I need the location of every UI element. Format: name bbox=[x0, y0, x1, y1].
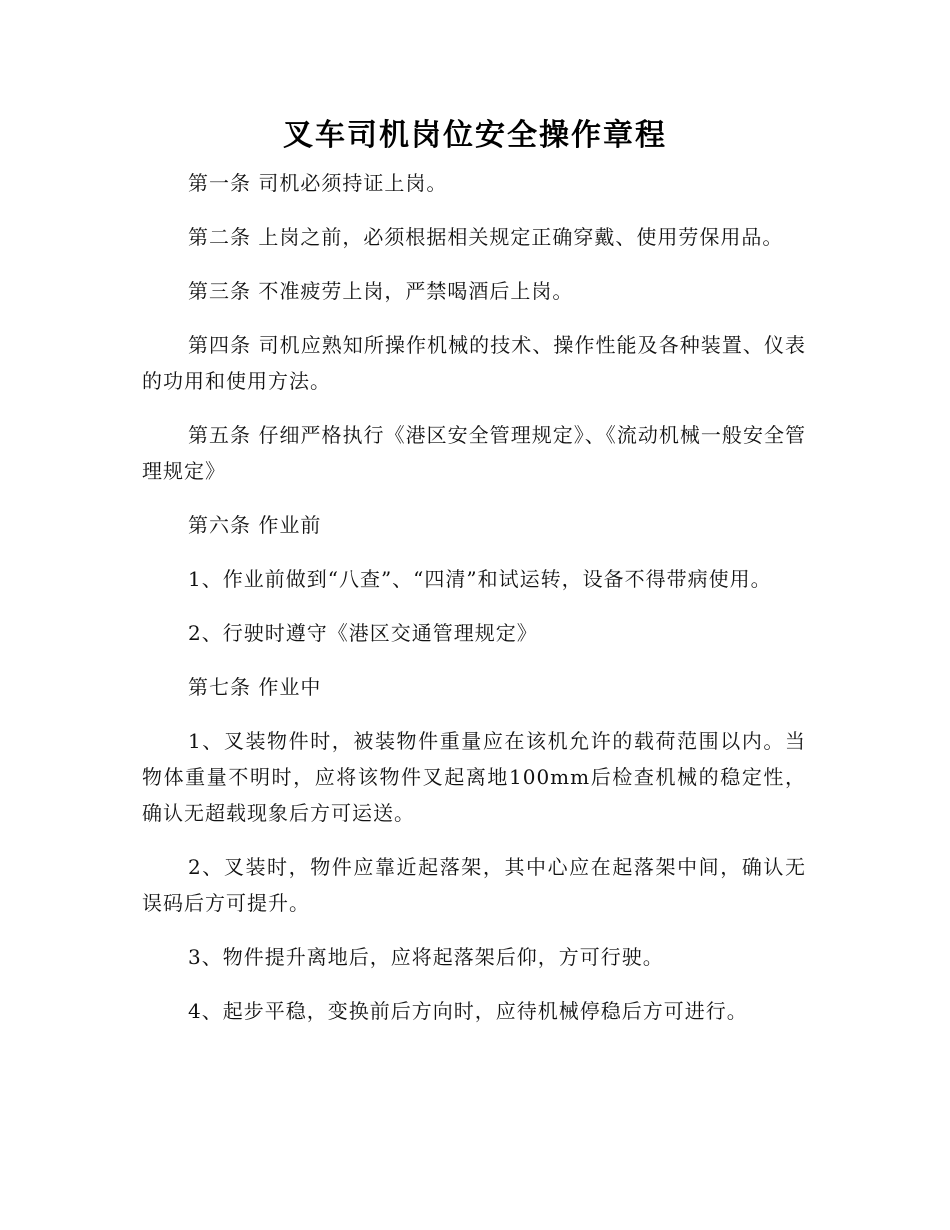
paragraph-article-7-item-1: 1、叉装物件时，被装物件重量应在该机允许的载荷范围以内。当物体重量不明时，应将该物件叉起离地100mm后检查机械的稳定性，确认无超载现象后方可运送。 bbox=[142, 729, 806, 825]
paragraph-article-2: 第二条 上岗之前，必须根据相关规定正确穿戴、使用劳保用品。 bbox=[188, 225, 784, 249]
paragraph-article-7-item-3: 3、物件提升离地后，应将起落架后仰，方可行驶。 bbox=[188, 945, 664, 969]
paragraph-article-3: 第三条 不准疲劳上岗，严禁喝酒后上岗。 bbox=[188, 279, 574, 303]
paragraph-article-7-item-4: 4、起步平稳，变换前后方向时，应待机械停稳后方可进行。 bbox=[188, 999, 748, 1023]
paragraph-article-1: 第一条 司机必须持证上岗。 bbox=[188, 171, 448, 195]
paragraph-article-7-heading: 第七条 作业中 bbox=[188, 675, 322, 699]
paragraph-article-6-item-2: 2、行驶时遵守《港区交通管理规定》 bbox=[188, 621, 538, 645]
document-title: 叉车司机岗位安全操作章程 bbox=[283, 118, 667, 153]
paragraph-article-4: 第四条 司机应熟知所操作机械的技术、操作性能及各种装置、仪表的功用和使用方法。 bbox=[142, 333, 806, 393]
paragraph-article-6-heading: 第六条 作业前 bbox=[188, 513, 322, 537]
paragraph-article-7-item-2: 2、叉装时，物件应靠近起落架，其中心应在起落架中间，确认无误码后方可提升。 bbox=[142, 855, 806, 915]
paragraph-article-5: 第五条 仔细严格执行《港区安全管理规定》、《流动机械一般安全管理规定》 bbox=[142, 423, 806, 483]
document-body bbox=[142, 165, 806, 1047]
paragraph-article-6-item-1: 1、作业前做到“八查”、“四清”和试运转，设备不得带病使用。 bbox=[188, 567, 772, 591]
